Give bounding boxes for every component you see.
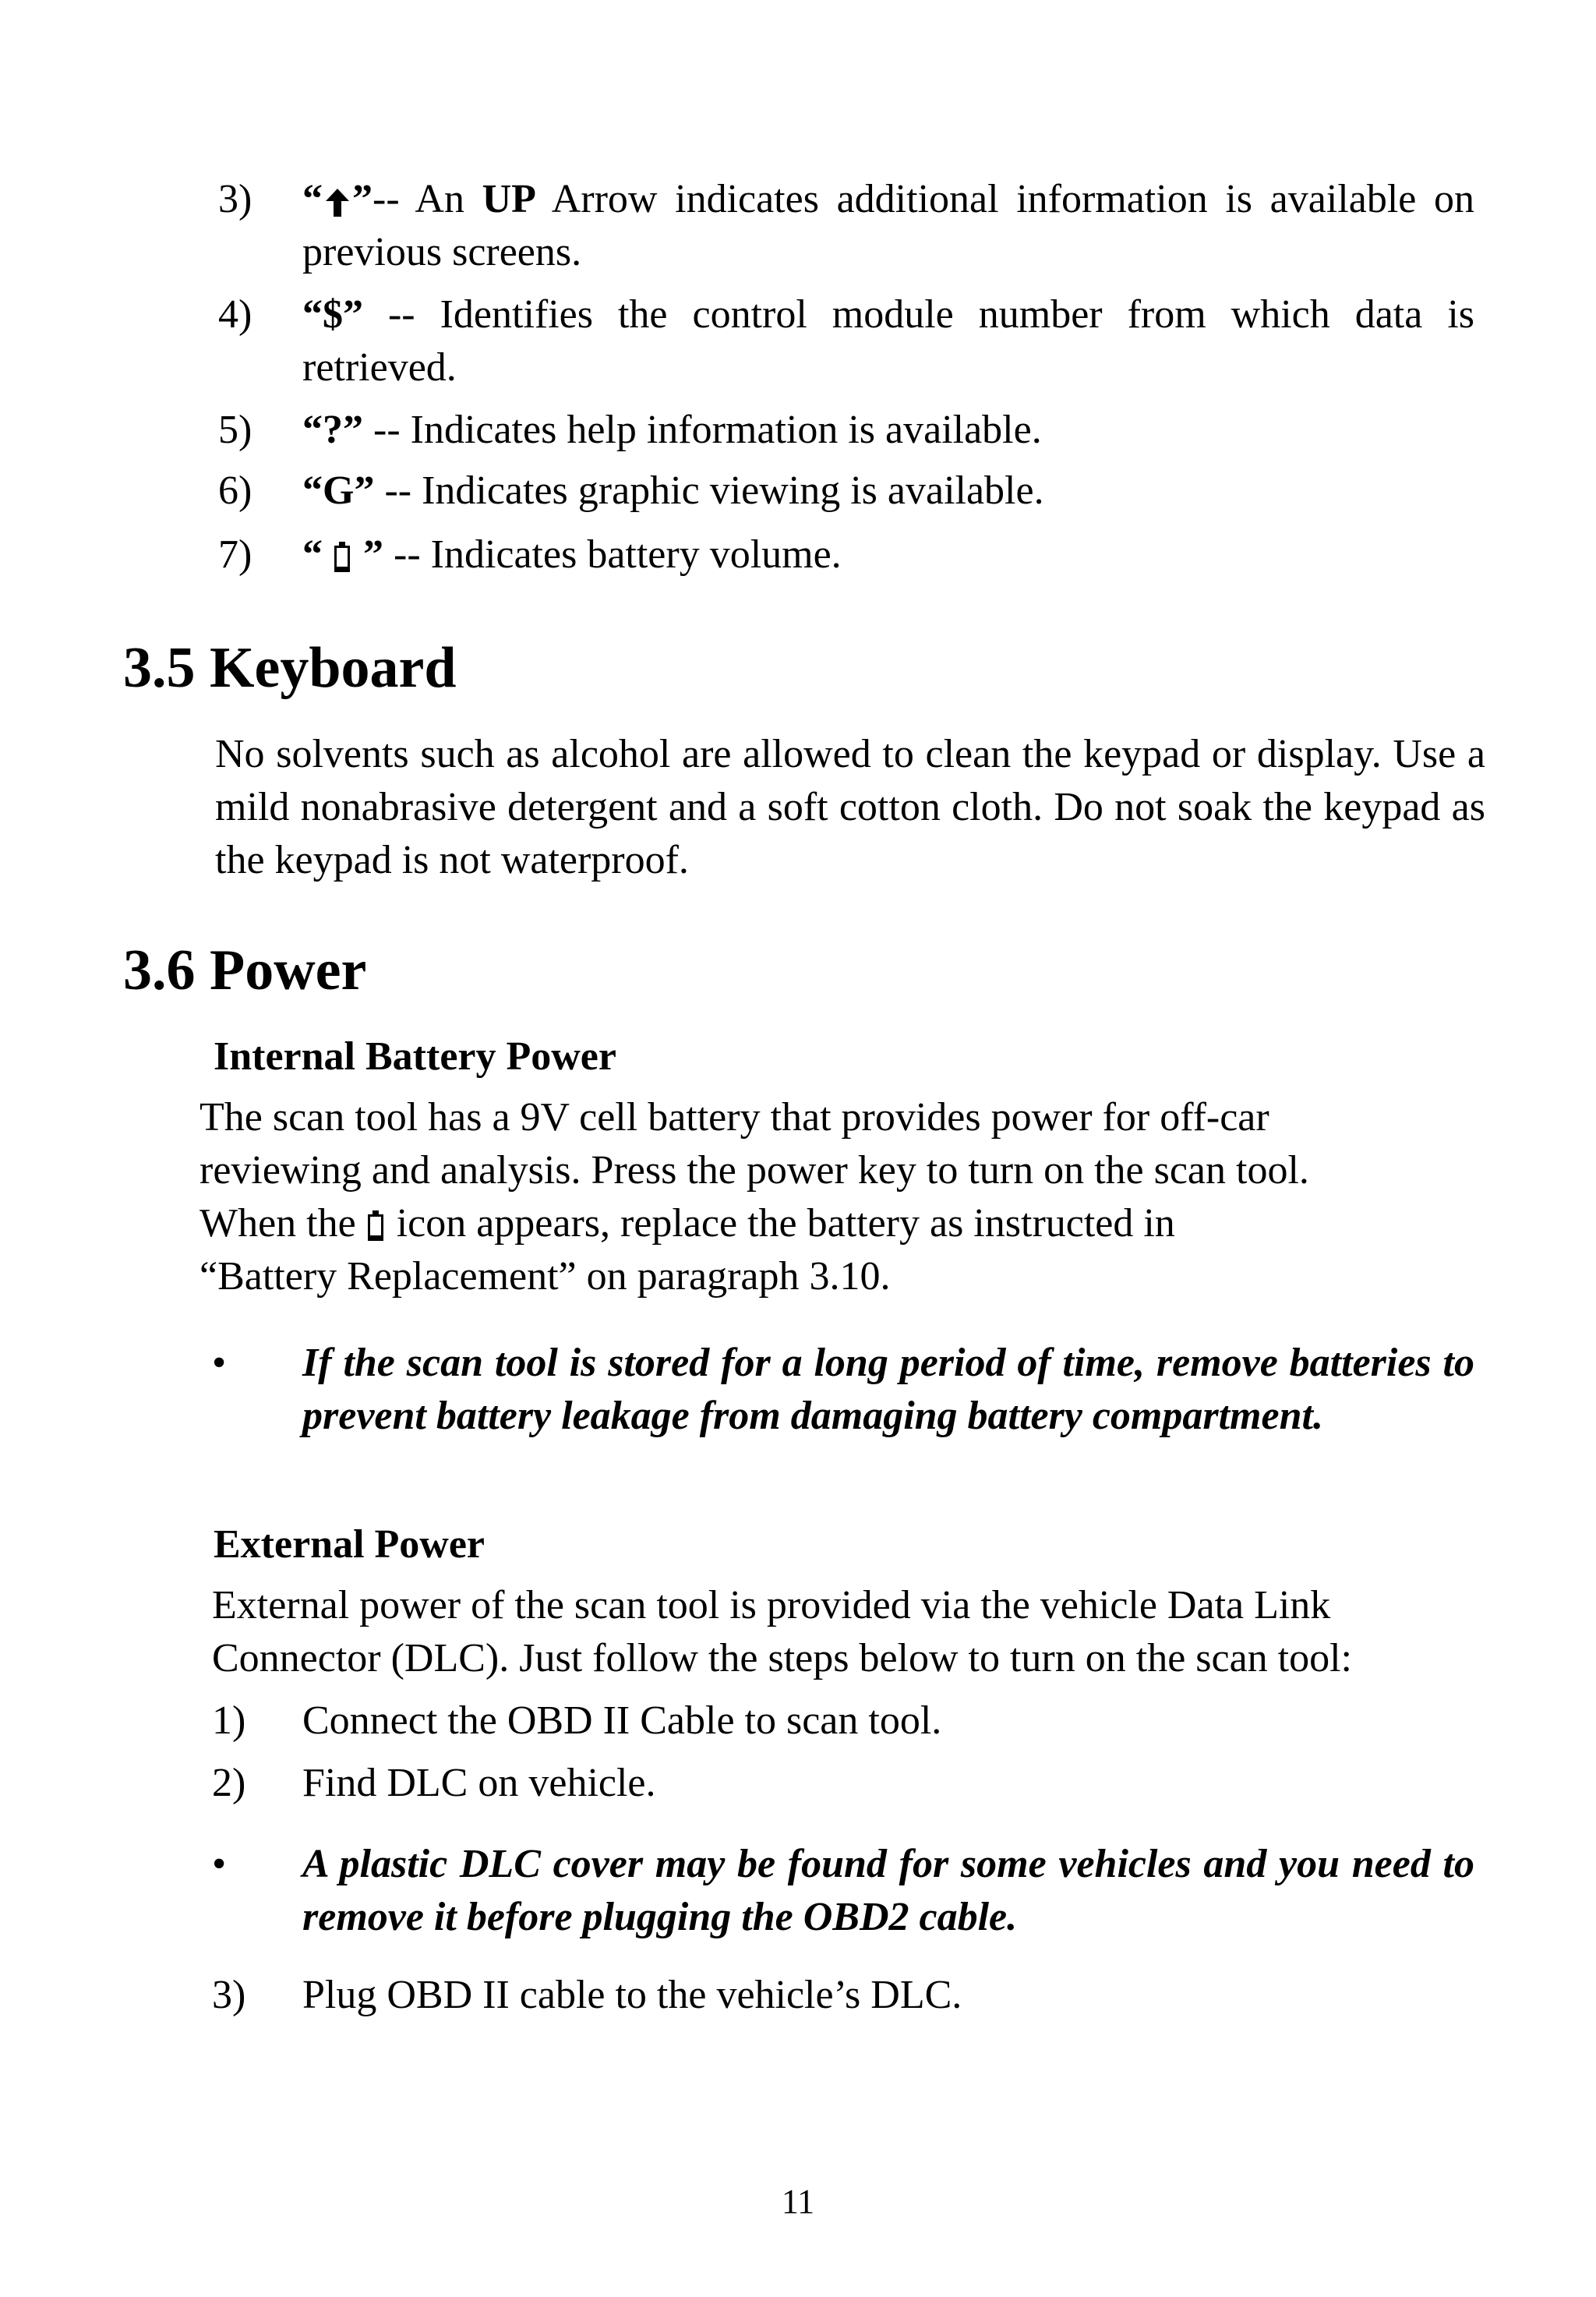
step-connect-cable: Connect the OBD II Cable to scan tool.: [302, 1698, 942, 1743]
list-item-up-arrow: “ ”-- An UP Arrow indicates additional information is available on previous screens.: [302, 177, 1474, 274]
external-line-2: Connector (DLC). Just follow the steps below to turn on the scan tool:: [212, 1636, 1353, 1680]
step-plug-cable: Plug OBD II cable to the vehicle’s DLC.: [302, 1973, 962, 2017]
list-number: 4): [218, 292, 252, 337]
bullet-icon: •: [212, 1341, 227, 1385]
section-heading-keyboard: 3.5 Keyboard: [123, 636, 457, 700]
list-item-battery: “ ” -- Indicates battery volume.: [302, 532, 842, 577]
list-number: 7): [218, 532, 252, 577]
internal-line-3: When the icon appears, replace the battery as instructed in: [200, 1201, 1175, 1246]
storage-note: If the scan tool is stored for a long period of time, remove batteries to prevent battery leakage from damaging battery compartment.: [302, 1341, 1474, 1438]
list-number: 5): [218, 408, 252, 452]
subheading-internal-battery: Internal Battery Power: [214, 1034, 616, 1079]
internal-line-1: The scan tool has a 9V cell battery that provides power for off-car: [200, 1095, 1269, 1140]
step-number: 2): [212, 1761, 246, 1805]
up-arrow-icon: [324, 187, 351, 218]
list-number: 3): [218, 177, 252, 221]
subheading-external-power: External Power: [214, 1522, 486, 1567]
page-number: 11: [781, 2182, 815, 2221]
step-number: 1): [212, 1698, 246, 1743]
dlc-cover-note: A plastic DLC cover may be found for some vehicles and you need to remove it before plugging the OBD2 cable.: [302, 1842, 1474, 1939]
step-number: 3): [212, 1973, 246, 2017]
battery-icon: [365, 1210, 387, 1244]
keyboard-paragraph: No solvents such as alcohol are allowed to clean the keypad or display. Use a mild nonabrasive detergent and a soft cotton cloth. Do not soak the keypad as the keypad is not waterproof.: [215, 732, 1485, 882]
battery-icon: [332, 541, 354, 575]
step-find-dlc: Find DLC on vehicle.: [302, 1761, 656, 1805]
list-item-dollar: “$” -- Identifies the control module number from which data is retrieved.: [302, 292, 1474, 390]
internal-line-4: “Battery Replacement” on paragraph 3.10.: [200, 1254, 891, 1299]
list-item-graphic: “G” -- Indicates graphic viewing is available.: [302, 468, 1044, 513]
list-number: 6): [218, 468, 252, 513]
external-line-1: External power of the scan tool is provided via the vehicle Data Link: [212, 1583, 1331, 1627]
bullet-icon: •: [212, 1842, 227, 1886]
internal-line-2: reviewing and analysis. Press the power key to turn on the scan tool.: [200, 1148, 1309, 1193]
section-heading-power: 3.6 Power: [123, 938, 367, 1002]
list-item-help: “?” -- Indicates help information is available.: [302, 408, 1042, 452]
